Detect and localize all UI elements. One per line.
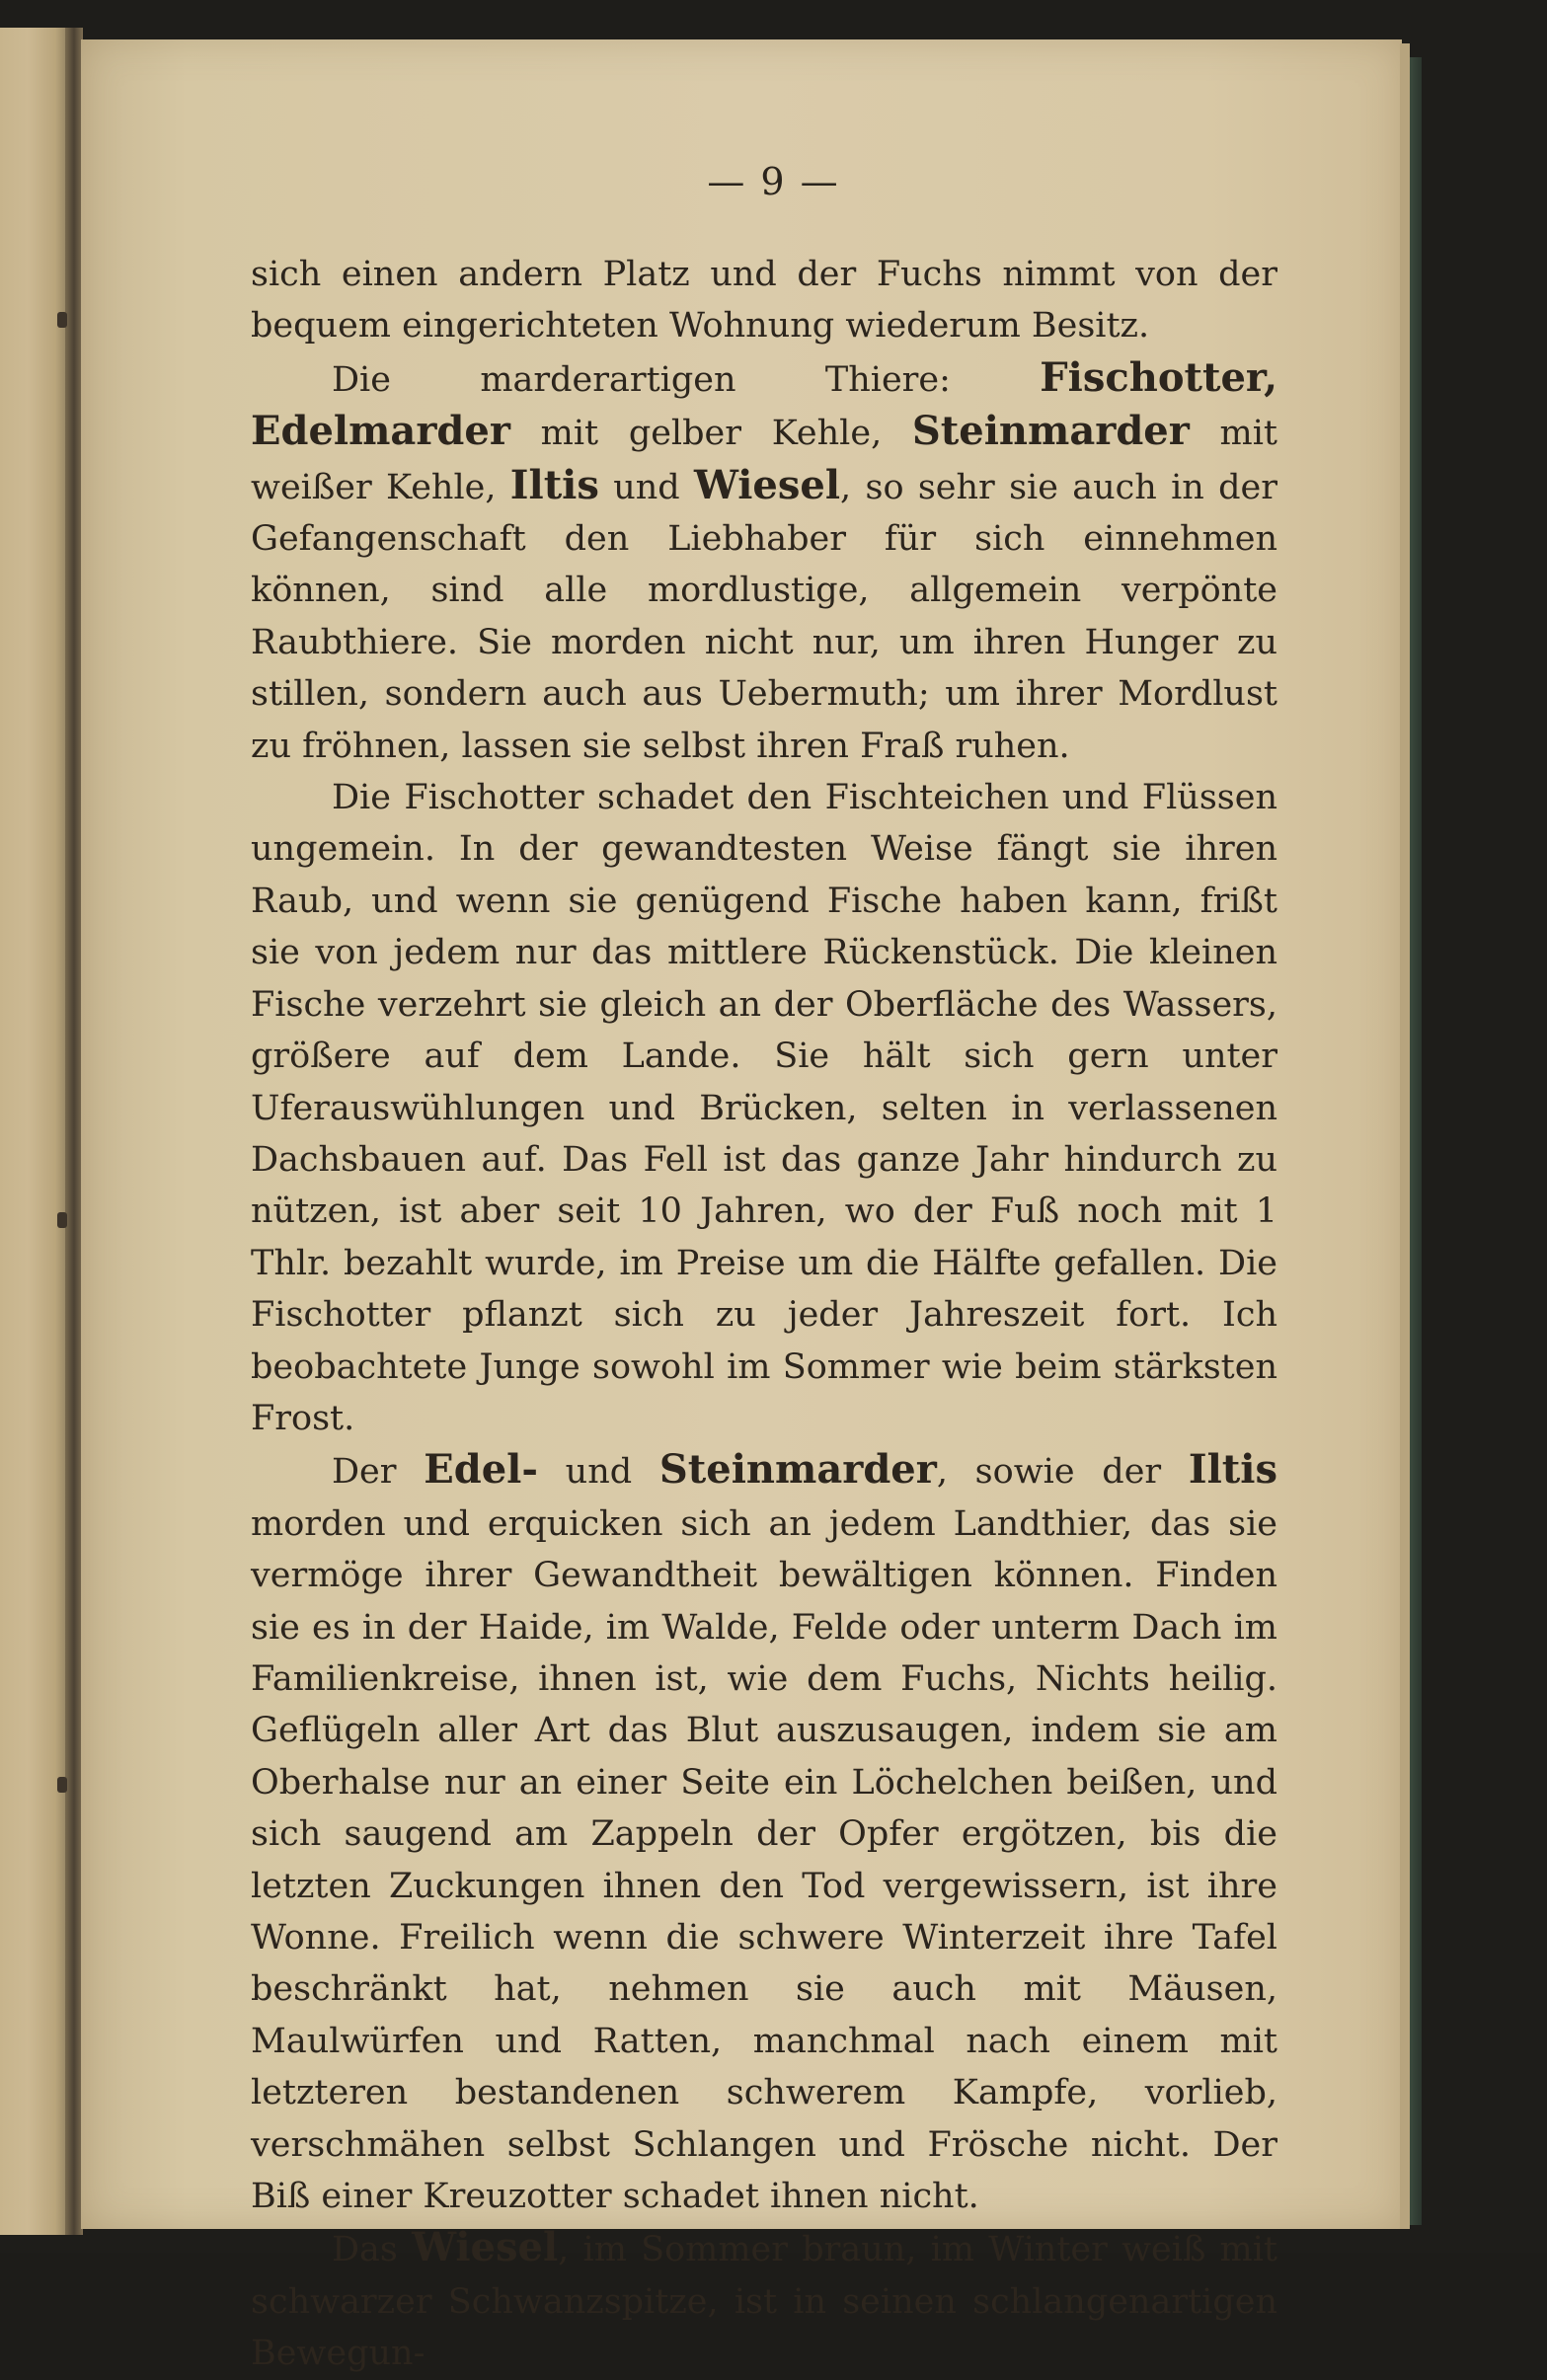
bold-term: Wiesel	[412, 2224, 559, 2271]
page-stack-edge	[1400, 43, 1410, 2229]
text-run: , so sehr sie auch in der Gefangenschaft den Liebhaber für sich einnehmen können, sind alle mordlustige, allgemein verpönte Raubthiere. Sie morden nicht nur, um ihren Hunger zu stillen, sondern auch aus Uebermuth; um ihrer Mordlust zu fröhnen, lassen sie selbst ihren Fraß ruhen.	[251, 467, 1277, 766]
text-run: Die Fischotter schadet den Fischteichen und Flüssen ungemein. In der gewandtesten Weise fängt sie ihren Raub, und wenn sie genügend Fische haben kann, frißt sie von jedem nur das mittlere Rückenstück. Die kleinen Fische verzehrt sie gleich an der Oberfläche des Wassers, größere auf dem Lande. Sie hält sich gern unter Uferauswühlungen und Brücken, selten in verlassenen Dachsbauen auf. Das Fell ist das ganze Jahr hindurch zu nützen, ist aber seit 10 Jahren, wo der Fuß noch mit 1 Thlr. bezahlt wurde, im Preise um die Hälfte gefallen. Die Fischotter pflanzt sich zu jeder Jahreszeit fort. Ich beobachtete Junge sowohl im Sommer wie beim stärksten Frost.	[251, 778, 1277, 1438]
text-run: morden und erquicken sich an jedem Landthier, das sie vermöge ihrer Gewandtheit bewältigen können. Finden sie es in der Haide, im Walde, Felde oder unterm Dach im Familienkreise, ihnen ist, wie dem Fuchs, Nichts heilig. Geflügeln aller Art das Blut auszusaugen, indem sie am Oberhalse nur an einer Seite ein Löchelchen beißen, und sich saugend am Zappeln der Opfer ergötzen, bis die letzten Zuckungen ihnen den Tod vergewissern, ist ihre Wonne. Freilich wenn die schwere Winterzeit ihre Tafel beschränkt hat, nehmen sie auch mit Mäusen, Maulwürfen und Ratten, manchmal nach einem mit letzteren bestandenen schwerem Kampfe, vorlieb, verschmähen selbst Schlangen und Frösche nicht. Der Biß einer Kreuzotter schadet ihnen nicht.	[251, 1503, 1277, 2217]
facing-page-edge	[0, 28, 69, 2235]
text-run: , im Sommer braun, im Winter weiß mit schwarzer Schwanzspitze, ist in seinen schlangenartigen Bewegun-	[251, 2230, 1277, 2374]
text-run: und	[537, 1452, 659, 1493]
text-run: und	[598, 467, 695, 507]
paragraph	[251, 772, 1277, 1444]
book-cover-edge	[1410, 57, 1422, 2225]
bold-term: Iltis	[1188, 1446, 1277, 1494]
text-run: mit weißer Kehle,	[251, 414, 1277, 507]
bold-term: Steinmarder	[911, 408, 1190, 455]
text-run: mit gelber Kehle,	[509, 414, 912, 454]
text-run: Das	[332, 2230, 413, 2270]
bold-term: Iltis	[509, 461, 599, 508]
binding-stitch	[57, 1212, 67, 1228]
binding-stitch	[57, 1777, 67, 1793]
text-run: Der	[332, 1452, 425, 1493]
bold-term: Steinmarder	[658, 1446, 937, 1494]
text-run: sich einen andern Platz und der Fuchs nimmt von der bequem eingerichteten Wohnung wiederum Besitz.	[251, 255, 1277, 346]
bold-term: Wiesel	[694, 461, 841, 508]
body-text	[251, 249, 1277, 2380]
text-run: Die marderartigen Thiere:	[332, 359, 1041, 400]
text-run: , sowie der	[936, 1452, 1189, 1493]
bold-term: Fischotter, Edelmarder	[251, 353, 1277, 455]
paragraph	[251, 1444, 1277, 2222]
bold-term: Edel-	[424, 1446, 538, 1494]
page-number: — 9 —	[707, 160, 840, 203]
paragraph	[251, 249, 1277, 352]
binding-stitch	[57, 312, 67, 328]
paragraph	[251, 2222, 1277, 2379]
paragraph	[251, 352, 1277, 772]
